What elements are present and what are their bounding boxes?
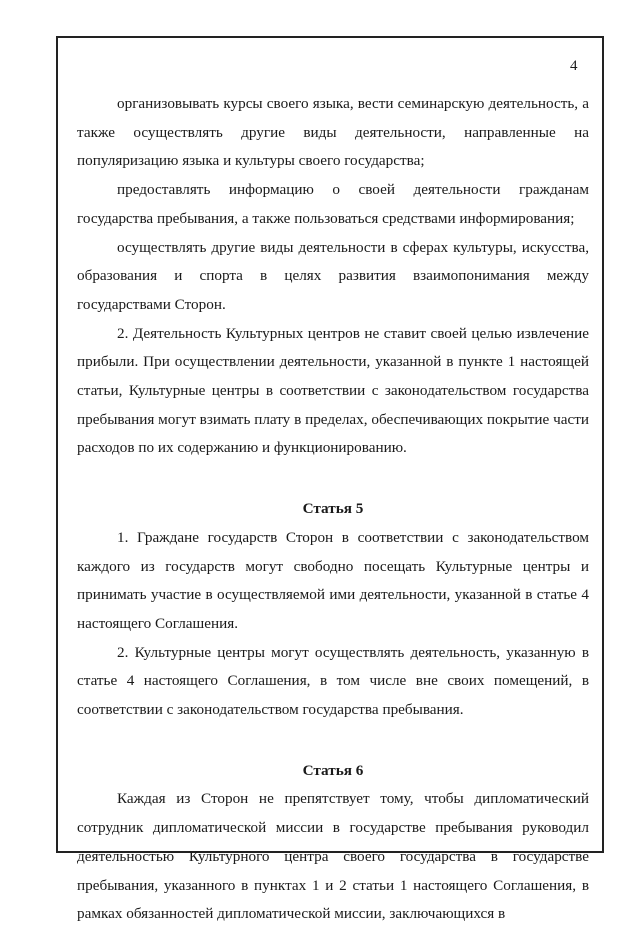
section-spacer	[77, 725, 589, 739]
page-number: 4	[570, 58, 578, 74]
article-5-paragraph-1: 1. Граждане государств Сторон в соответствии с законодательством каждого из государств могут свободно посещать Культурные центры и принимать участие в осуществляемой ими деятельности, указанной в статье 4 настоящего Соглашения.	[77, 528, 589, 632]
paragraph-other-activities: осуществлять другие виды деятельности в сферах культуры, искусства, образования и спорта в целях развития взаимопонимания между государствами Сторон.	[77, 238, 589, 313]
article-6-paragraph-1: Каждая из Сторон не препятствует тому, чтобы дипломатический сотрудник дипломатической миссии в государстве пребывания руководил деятельностью Культурного центра своего государства в государстве пребывания, указанного в пунктах 1 и 2 статьи 1 настоящего Соглашения, в рамках обязанностей дипломатической миссии, заключающихся в	[77, 790, 589, 923]
article-5-title: Статья 5	[302, 500, 364, 518]
article-6-title: Статья 6	[302, 761, 364, 779]
section-spacer	[77, 463, 589, 477]
article-5-paragraph-2: 2. Культурные центры могут осуществлять деятельность, указанную в статье 4 настоящего Соглашения, в том числе вне своих помещений, в соответствии с законодательством государства пребывания.	[77, 643, 589, 719]
paragraph-courses: организовывать курсы своего языка, вести семинарскую деятельность, а также осуществлять другие виды деятельности, направленные на популяризацию языка и культуры своего государства;	[77, 95, 589, 170]
paragraph-non-profit: 2. Деятельность Культурных центров не ставит своей целью извлечение прибыли. При осуществлении деятельности, указанной в пункте 1 настоящей статьи, Культурные центры в соответствии с законодательством государства пребывания могут взимать плату в пределах, обеспечивающих покрытие части расходов по их содержанию и функционированию.	[77, 324, 589, 457]
paragraph-information: предоставлять информацию о своей деятельности гражданам государства пребывания, а также пользоваться средствами информирования;	[77, 181, 589, 227]
document-body	[77, 90, 589, 929]
